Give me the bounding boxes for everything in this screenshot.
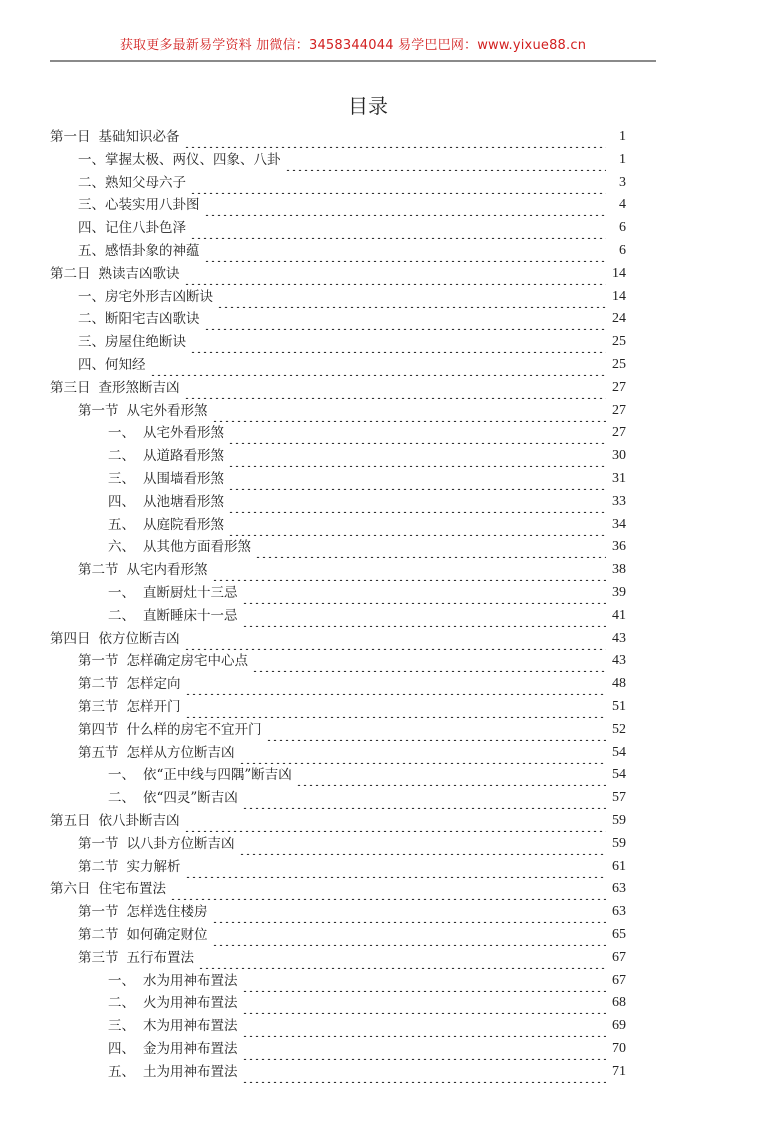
- toc-entry-page-number: 27: [612, 379, 626, 395]
- toc-entry: [108, 787, 626, 809]
- toc-entry: [108, 582, 626, 604]
- toc-entry: [108, 970, 626, 992]
- toc-entry-label: 三、: [78, 334, 105, 351]
- toc-entry-label: 三、: [78, 197, 105, 214]
- toc-entry-title: 断阳宅吉凶歌诀: [105, 311, 200, 328]
- toc-entry-title: 实力解析: [126, 858, 181, 875]
- toc-entry-label: 第三节: [78, 699, 119, 715]
- toc-entry-page-number: 38: [612, 562, 626, 578]
- toc-leader-dots: [184, 126, 607, 148]
- toc-entry: [78, 742, 626, 764]
- toc-leader-dots: [185, 673, 607, 695]
- toc-entry-label: 四、: [78, 220, 105, 237]
- toc-entry-label: 第六日: [50, 881, 91, 898]
- toc-leader-dots: [228, 445, 606, 467]
- toc-entry-page-number: 59: [612, 835, 626, 851]
- toc-entry-title: 木为用神布置法: [143, 1018, 238, 1035]
- toc-entry-title: 住宅布置法: [98, 881, 166, 898]
- toc-entry-title: 从庭院看形煞: [143, 516, 224, 533]
- toc-entry: [78, 719, 626, 741]
- toc-entry: [78, 833, 626, 855]
- toc-entry-title: 从其他方面看形煞: [143, 539, 251, 556]
- toc-entry-page-number: 24: [612, 311, 626, 327]
- toc-entry-page-number: 6: [619, 243, 626, 258]
- toc-entry: [78, 194, 626, 216]
- toc-entry-label: 一、: [78, 288, 105, 305]
- toc-entry-page-number: 1: [619, 129, 626, 144]
- toc-entry-page-number: 25: [612, 334, 626, 350]
- header-divider: [50, 60, 656, 62]
- toc-leader-dots: [242, 1038, 607, 1060]
- toc-leader-dots: [184, 810, 607, 832]
- toc-entry: [78, 354, 626, 376]
- toc-entry-label: 二、: [108, 790, 135, 807]
- toc-entry-title: 什么样的房宅不宜开门: [126, 721, 262, 738]
- page-title: 目录: [348, 94, 388, 118]
- toc-entry-label: 第一节: [78, 402, 119, 419]
- toc-entry-page-number: 31: [612, 471, 626, 486]
- toc-entry-page-number: 57: [612, 790, 626, 806]
- toc-entry-title: 五行布置法: [126, 949, 194, 966]
- toc-entry: [50, 810, 626, 832]
- toc-entry-page-number: 34: [612, 516, 626, 532]
- toc-entry-title: 房屋住绝断诀: [105, 334, 186, 351]
- toc-entry-title: 感悟卦象的神蕴: [105, 243, 200, 259]
- toc-entry-title: 心装实用八卦图: [105, 197, 200, 214]
- toc-entry: [78, 331, 626, 353]
- toc-entry-label: 二、: [78, 174, 105, 191]
- toc-leader-dots: [296, 764, 606, 786]
- toc-entry-title: 从宅外看形煞: [143, 425, 224, 442]
- toc-entry: [78, 924, 626, 946]
- toc-entry: [108, 491, 626, 513]
- toc-entry-page-number: 14: [612, 265, 626, 281]
- toc-leader-dots: [212, 924, 607, 946]
- page-header-watermark: 获取更多最新易学资料 加微信：3458344044 易学巴巴网：www.yixue88.cn: [119, 38, 587, 53]
- toc-entry-label: 一、: [78, 151, 105, 168]
- toc-leader-dots: [212, 901, 607, 923]
- toc-entry: [78, 696, 626, 718]
- toc-entry-page-number: 63: [612, 904, 626, 920]
- toc-leader-dots: [285, 149, 607, 171]
- toc-leader-dots: [190, 331, 606, 353]
- toc-leader-dots: [228, 491, 606, 513]
- toc-entry-page-number: 61: [612, 858, 626, 874]
- toc-entry-page-number: 67: [612, 949, 626, 965]
- toc-leader-dots: [266, 719, 607, 741]
- toc-entry-title: 怎样开门: [126, 699, 181, 715]
- toc-entry: [108, 1038, 626, 1060]
- toc-entry: [78, 901, 626, 923]
- toc-entry: [108, 468, 626, 490]
- toc-entry-label: 五、: [108, 1063, 135, 1080]
- toc-entry-page-number: 41: [612, 607, 626, 623]
- toc-entry: [108, 764, 626, 786]
- toc-entry-page-number: 71: [612, 1063, 626, 1079]
- toc-leader-dots: [150, 354, 607, 376]
- toc-entry-title: 依“正中线与四隅”断吉凶: [143, 767, 292, 784]
- toc-entry-title: 水为用神布置法: [143, 972, 238, 989]
- toc-entry-page-number: 67: [612, 972, 626, 988]
- toc-leader-dots: [242, 1061, 607, 1083]
- toc-entry-page-number: 54: [612, 744, 626, 760]
- toc-entry-page-number: 68: [612, 995, 626, 1011]
- toc-leader-dots: [242, 582, 607, 604]
- toc-leader-dots: [212, 559, 607, 581]
- toc-entry-label: 第五日: [50, 813, 91, 829]
- toc-leader-dots: [217, 286, 606, 308]
- toc-entry: [78, 308, 626, 330]
- toc-entry-page-number: 51: [612, 699, 626, 714]
- toc-entry-page-number: 25: [612, 357, 626, 372]
- toc-entry-label: 第四节: [78, 721, 119, 738]
- toc-entry-title: 查形煞断吉凶: [98, 379, 180, 396]
- toc-entry: [50, 377, 626, 399]
- toc-entry-label: 二、: [108, 607, 135, 624]
- toc-entry-title: 从宅外看形煞: [126, 402, 208, 419]
- toc-leader-dots: [242, 970, 607, 992]
- toc-entry: [50, 126, 626, 148]
- toc-entry-page-number: 54: [612, 767, 626, 783]
- toc-leader-dots: [170, 878, 606, 900]
- toc-leader-dots: [228, 514, 606, 536]
- toc-entry-title: 熟读吉凶歌诀: [98, 265, 180, 282]
- toc-entry-title: 土为用神布置法: [143, 1063, 238, 1080]
- toc-entry-label: 三、: [108, 471, 135, 487]
- toc-entry-title: 从道路看形煞: [143, 448, 224, 465]
- toc-entry-title: 怎样从方位断吉凶: [126, 744, 235, 761]
- toc-entry-title: 基础知识必备: [98, 129, 180, 145]
- toc-entry-label: 一、: [108, 767, 135, 784]
- toc-entry: [108, 514, 626, 536]
- toc-entry-label: 第五节: [78, 744, 119, 761]
- toc-entry-title: 从池塘看形煞: [143, 493, 224, 510]
- toc-leader-dots: [239, 833, 607, 855]
- toc-entry: [78, 947, 626, 969]
- toc-entry-label: 二、: [78, 311, 105, 328]
- toc-leader-dots: [242, 992, 607, 1014]
- toc-entry-title: 直断厨灶十三忌: [143, 585, 238, 601]
- toc-entry-title: 依“四灵”断吉凶: [143, 790, 238, 807]
- toc-entry-label: 第二节: [78, 858, 119, 875]
- toc-leader-dots: [239, 742, 607, 764]
- toc-leader-dots: [242, 1015, 607, 1037]
- toc-entry-label: 五、: [108, 516, 135, 533]
- toc-leader-dots: [228, 422, 606, 444]
- toc-entry-title: 房宅外形吉凶断诀: [105, 288, 213, 305]
- toc-entry-page-number: 63: [612, 881, 626, 897]
- toc-entry-label: 三、: [108, 1018, 135, 1035]
- toc-leader-dots: [184, 628, 607, 650]
- toc-entry-page-number: 65: [612, 927, 626, 942]
- toc-entry-label: 第二节: [78, 927, 119, 943]
- toc-entry: [108, 536, 626, 558]
- toc-entry-label: 二、: [108, 995, 135, 1012]
- toc-entry-title: 怎样确定房宅中心点: [126, 653, 248, 670]
- toc-leader-dots: [228, 468, 606, 490]
- toc-entry-label: 四、: [78, 357, 105, 373]
- toc-entry-title: 依八卦断吉凶: [98, 813, 180, 829]
- toc-entry: [78, 217, 626, 239]
- toc-entry: [78, 400, 626, 422]
- toc-entry: [108, 422, 626, 444]
- toc-entry-label: 第二日: [50, 265, 91, 282]
- toc-entry-title: 掌握太极、两仪、四象、八卦: [105, 151, 281, 168]
- toc-entry-page-number: 27: [612, 402, 626, 418]
- toc-entry-page-number: 48: [612, 676, 626, 692]
- toc-leader-dots: [185, 856, 607, 878]
- toc-entry-page-number: 6: [619, 220, 626, 236]
- toc-entry-label: 一、: [108, 585, 135, 601]
- toc-entry-label: 第一节: [78, 904, 119, 921]
- toc-entry-label: 四、: [108, 493, 135, 510]
- toc-entry-page-number: 33: [612, 493, 626, 509]
- toc-entry: [78, 286, 626, 308]
- toc-entry: [78, 673, 626, 695]
- toc-entry-label: 第四日: [50, 630, 91, 647]
- toc-leader-dots: [252, 650, 606, 672]
- toc-entry-page-number: 52: [612, 721, 626, 737]
- toc-entry: [108, 992, 626, 1014]
- toc-entry-label: 第二节: [78, 562, 119, 579]
- toc-entry-title: 金为用神布置法: [143, 1041, 238, 1057]
- toc-entry-label: 第一节: [78, 653, 119, 670]
- toc-entry: [78, 149, 626, 171]
- toc-entry-label: 第一日: [50, 129, 91, 145]
- toc-entry-label: 六、: [108, 539, 135, 556]
- toc-leader-dots: [198, 947, 606, 969]
- toc-entry-title: 怎样定向: [126, 676, 181, 693]
- toc-entry-title: 记住八卦色泽: [105, 220, 186, 237]
- toc-entry-page-number: 43: [612, 653, 626, 669]
- toc-leader-dots: [190, 217, 606, 239]
- toc-entry: [78, 172, 626, 194]
- toc-entry-label: 一、: [108, 972, 135, 989]
- toc-leader-dots: [242, 787, 606, 809]
- toc-entry: [108, 445, 626, 467]
- toc-entry-page-number: 59: [612, 813, 626, 828]
- toc-leader-dots: [204, 308, 607, 330]
- toc-entry-title: 怎样选住楼房: [126, 904, 208, 921]
- toc-entry: [78, 559, 626, 581]
- toc-entry: [50, 263, 626, 285]
- toc-entry: [108, 1015, 626, 1037]
- toc-leader-dots: [185, 696, 607, 718]
- toc-entry-title: 何知经: [105, 357, 146, 373]
- toc-entry: [108, 605, 626, 627]
- toc-entry: [50, 878, 626, 900]
- toc-leader-dots: [242, 605, 607, 627]
- toc-entry-label: 第二节: [78, 676, 119, 693]
- toc-entry-title: 依方位断吉凶: [98, 630, 180, 647]
- toc-entry-label: 第一节: [78, 835, 119, 852]
- toc-entry-page-number: 39: [612, 585, 626, 600]
- toc-entry-page-number: 43: [612, 630, 626, 646]
- toc-entry-title: 以八卦方位断吉凶: [126, 835, 235, 852]
- toc-entry-label: 第三节: [78, 949, 119, 966]
- toc-entry: [108, 1061, 626, 1083]
- toc-entry-label: 第三日: [50, 379, 91, 396]
- toc-entry-page-number: 14: [612, 288, 626, 304]
- toc-leader-dots: [184, 377, 607, 399]
- toc-entry-title: 火为用神布置法: [143, 995, 238, 1012]
- toc-entry-title: 如何确定财位: [126, 927, 208, 943]
- toc-entry-page-number: 69: [612, 1018, 626, 1034]
- toc-entry: [50, 628, 626, 650]
- toc-entry-page-number: 1: [619, 151, 626, 167]
- toc-entry-label: 一、: [108, 425, 135, 442]
- toc-entry-title: 从围墙看形煞: [143, 471, 224, 487]
- toc-leader-dots: [184, 263, 607, 285]
- toc-entry-page-number: 3: [619, 174, 626, 190]
- toc-entry-page-number: 30: [612, 448, 626, 464]
- toc-entry-label: 四、: [108, 1041, 135, 1057]
- toc-leader-dots: [212, 400, 607, 422]
- toc-leader-dots: [204, 194, 607, 216]
- toc-entry-page-number: 4: [619, 197, 626, 213]
- toc-leader-dots: [204, 240, 607, 262]
- toc-entry: [78, 240, 626, 262]
- toc-entry-label: 五、: [78, 243, 105, 259]
- toc-leader-dots: [190, 172, 606, 194]
- toc-entry-page-number: 70: [612, 1041, 626, 1056]
- toc-entry-page-number: 36: [612, 539, 626, 555]
- toc-entry-title: 直断睡床十一忌: [143, 607, 238, 624]
- toc-entry: [78, 650, 626, 672]
- toc-entry-title: 从宅内看形煞: [126, 562, 208, 579]
- toc-entry-label: 二、: [108, 448, 135, 465]
- toc-entry-title: 熟知父母六子: [105, 174, 186, 191]
- toc-entry: [78, 856, 626, 878]
- toc-leader-dots: [255, 536, 606, 558]
- toc-entry-page-number: 27: [612, 425, 626, 441]
